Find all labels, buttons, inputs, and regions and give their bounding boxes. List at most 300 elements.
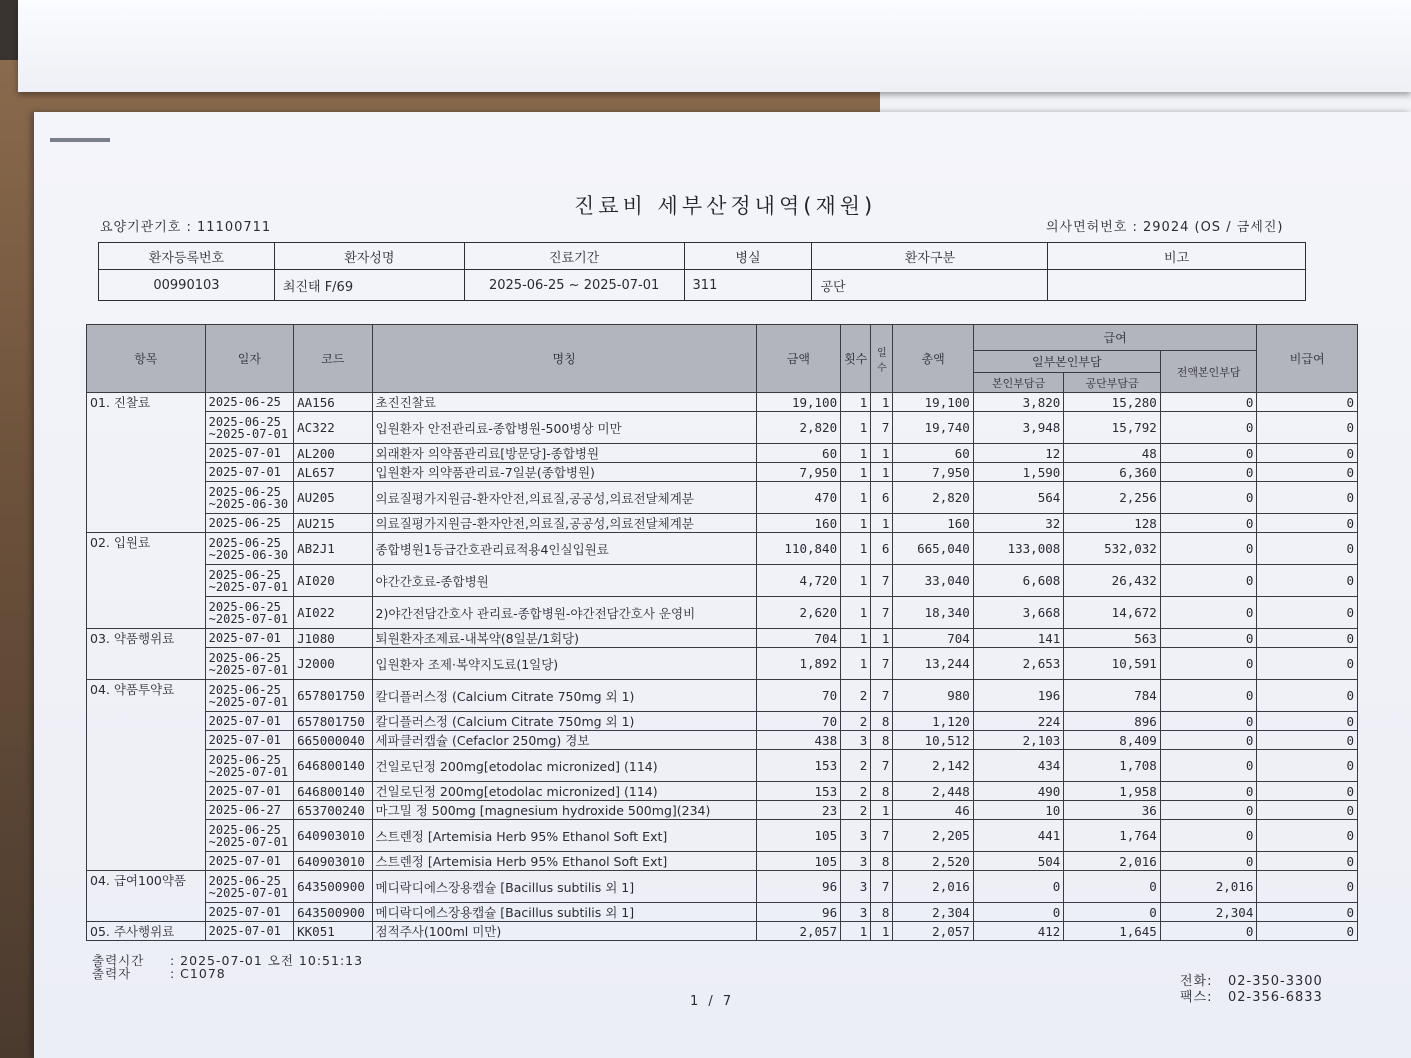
days-cell: 1	[871, 801, 893, 820]
corp-cell: 0	[1064, 871, 1161, 903]
amount-cell: 2,620	[756, 597, 840, 629]
code-cell: 643500900	[294, 871, 372, 903]
print-time-label: 출력시간	[92, 953, 145, 968]
date-cell: 2025-06-25 ~2025-07-01	[205, 597, 293, 629]
amount-cell: 19,100	[756, 393, 840, 412]
table-row	[87, 820, 1358, 852]
corp-cell: 6,360	[1064, 463, 1161, 482]
amount-cell: 96	[756, 871, 840, 903]
non-cell: 0	[1257, 444, 1358, 463]
name-cell: 건일로딘정 200mg[etodolac micronized] (114)	[372, 750, 756, 782]
self-cell: 504	[973, 852, 1063, 871]
date-cell: 2025-06-25 ~2025-07-01	[205, 680, 293, 712]
doctor-info: 의사면허번호 : 29024 (OS / 금세진)	[1046, 220, 1284, 235]
count-cell: 2	[841, 782, 871, 801]
total-cell: 46	[893, 801, 973, 820]
count-cell: 1	[841, 463, 871, 482]
non-cell: 0	[1257, 782, 1358, 801]
amount-cell: 153	[756, 782, 840, 801]
table-row	[87, 514, 1358, 533]
self-cell: 441	[973, 820, 1063, 852]
non-cell: 0	[1257, 463, 1358, 482]
category-cell: 02. 입원료	[87, 533, 206, 629]
code-cell: AU205	[294, 482, 372, 514]
full-cell: 0	[1160, 680, 1257, 712]
name-cell: 2)야간전담간호사 관리료-종합병원-야간전담간호사 운영비	[372, 597, 756, 629]
table-row	[87, 871, 1358, 903]
doctor-label: 의사면허번호	[1046, 220, 1128, 235]
non-cell: 0	[1257, 482, 1358, 514]
table-row	[87, 903, 1358, 922]
full-cell: 0	[1160, 750, 1257, 782]
days-cell: 1	[871, 393, 893, 412]
corp-cell: 1,958	[1064, 782, 1161, 801]
staple-mark	[50, 138, 110, 142]
header-cell: 비고	[1048, 243, 1306, 270]
fee-detail-table	[86, 324, 1358, 941]
name-cell: 세파클러캡슐 (Cefaclor 250mg) 경보	[372, 731, 756, 750]
days-cell: 1	[871, 629, 893, 648]
total-cell: 2,205	[893, 820, 973, 852]
date-cell: 2025-07-01	[205, 852, 293, 871]
count-cell: 1	[841, 565, 871, 597]
code-cell: AA156	[294, 393, 372, 412]
total-cell: 665,040	[893, 533, 973, 565]
table-row	[87, 565, 1358, 597]
name-cell: 외래환자 의약품관리료[방문당]-종합병원	[372, 444, 756, 463]
amount-cell: 96	[756, 903, 840, 922]
days-cell: 8	[871, 731, 893, 750]
days-cell: 1	[871, 922, 893, 941]
patient-info-values	[99, 270, 1306, 301]
code-cell: J2000	[294, 648, 372, 680]
category-cell: 03. 약품행위료	[87, 629, 206, 680]
full-cell: 0	[1160, 648, 1257, 680]
remarks	[1048, 270, 1306, 301]
category-cell: 04. 급여100약품	[87, 871, 206, 922]
total-cell: 7,950	[893, 463, 973, 482]
total-cell: 1,120	[893, 712, 973, 731]
header-cell: 병실	[684, 243, 812, 270]
code-cell: AU215	[294, 514, 372, 533]
count-cell: 2	[841, 680, 871, 712]
name-cell: 종합병원1등급간호관리료적용4인실입원료	[372, 533, 756, 565]
non-cell: 0	[1257, 565, 1358, 597]
amount-cell: 110,840	[756, 533, 840, 565]
full-cell: 0	[1160, 533, 1257, 565]
non-cell: 0	[1257, 852, 1358, 871]
code-cell: 643500900	[294, 903, 372, 922]
code-cell: AB2J1	[294, 533, 372, 565]
name-cell: 의료질평가지원금-환자안전,의료질,공공성,의료전달체계분	[372, 514, 756, 533]
name-cell: 마그밀 정 500mg [magnesium hydroxide 500mg](234)	[372, 801, 756, 820]
name-cell: 야간간호료-종합병원	[372, 565, 756, 597]
count-cell: 3	[841, 820, 871, 852]
fax-label: 팩스:	[1180, 990, 1213, 1005]
days-cell: 8	[871, 712, 893, 731]
total-cell: 19,100	[893, 393, 973, 412]
code-cell: 646800140	[294, 782, 372, 801]
corp-cell: 0	[1064, 903, 1161, 922]
self-cell: 12	[973, 444, 1063, 463]
days-cell: 7	[871, 871, 893, 903]
corp-cell: 48	[1064, 444, 1161, 463]
table-row	[87, 393, 1358, 412]
self-cell: 141	[973, 629, 1063, 648]
count-cell: 3	[841, 871, 871, 903]
self-cell: 196	[973, 680, 1063, 712]
name-cell: 메디락디에스장용캡슐 [Bacillus subtilis 외 1]	[372, 871, 756, 903]
total-cell: 980	[893, 680, 973, 712]
code-cell: 657801750	[294, 680, 372, 712]
date-cell: 2025-06-25 ~2025-06-30	[205, 482, 293, 514]
count-cell: 1	[841, 444, 871, 463]
table-row	[87, 782, 1358, 801]
count-cell: 1	[841, 412, 871, 444]
count-cell: 3	[841, 903, 871, 922]
total-cell: 2,448	[893, 782, 973, 801]
name-cell: 칼디플러스정 (Calcium Citrate 750mg 외 1)	[372, 712, 756, 731]
date-cell: 2025-07-01	[205, 731, 293, 750]
days-cell: 7	[871, 597, 893, 629]
full-cell: 0	[1160, 412, 1257, 444]
corp-cell: 563	[1064, 629, 1161, 648]
code-cell: 657801750	[294, 712, 372, 731]
name-cell: 스트렌정 [Artemisia Herb 95% Ethanol Soft Ext]	[372, 820, 756, 852]
corp-cell: 14,672	[1064, 597, 1161, 629]
date-cell: 2025-07-01	[205, 629, 293, 648]
self-cell: 412	[973, 922, 1063, 941]
amount-cell: 438	[756, 731, 840, 750]
full-cell: 0	[1160, 629, 1257, 648]
count-cell: 1	[841, 393, 871, 412]
table-row	[87, 482, 1358, 514]
non-cell: 0	[1257, 597, 1358, 629]
document-title: 진료비 세부산정내역(재원)	[574, 194, 877, 218]
full-cell: 0	[1160, 482, 1257, 514]
count-cell: 2	[841, 750, 871, 782]
non-cell: 0	[1257, 533, 1358, 565]
total-cell: 18,340	[893, 597, 973, 629]
name-cell: 입원환자 조제·복약지도료(1일당)	[372, 648, 756, 680]
amount-cell: 60	[756, 444, 840, 463]
code-cell: AI022	[294, 597, 372, 629]
full-cell: 0	[1160, 712, 1257, 731]
corp-cell: 128	[1064, 514, 1161, 533]
corp-cell: 2,256	[1064, 482, 1161, 514]
non-cell: 0	[1257, 712, 1358, 731]
institution-info: 요양기관기호 : 11100711	[100, 220, 272, 235]
full-cell: 0	[1160, 514, 1257, 533]
corp-cell: 15,792	[1064, 412, 1161, 444]
patient-id: 00990103	[99, 270, 275, 301]
count-cell: 1	[841, 533, 871, 565]
phone-number: 02-350-3300	[1228, 974, 1323, 989]
patient-info-table	[98, 242, 1306, 301]
full-cell: 0	[1160, 393, 1257, 412]
category-cell: 05. 주사행위료	[87, 922, 206, 941]
amount-cell: 105	[756, 852, 840, 871]
self-cell: 434	[973, 750, 1063, 782]
amount-cell: 4,720	[756, 565, 840, 597]
full-cell: 0	[1160, 597, 1257, 629]
table-row	[87, 680, 1358, 712]
table-row	[87, 852, 1358, 871]
code-cell: KK051	[294, 922, 372, 941]
total-cell: 2,057	[893, 922, 973, 941]
patient-info-header	[99, 243, 1306, 270]
corp-cell: 784	[1064, 680, 1161, 712]
days-cell: 6	[871, 482, 893, 514]
non-cell: 0	[1257, 922, 1358, 941]
code-cell: 665000040	[294, 731, 372, 750]
days-cell: 1	[871, 444, 893, 463]
amount-cell: 105	[756, 820, 840, 852]
col-partial: 일부본인부담	[973, 351, 1160, 373]
self-cell: 3,668	[973, 597, 1063, 629]
name-cell: 칼디플러스정 (Calcium Citrate 750mg 외 1)	[372, 680, 756, 712]
contact-info	[1180, 974, 1323, 1006]
total-cell: 2,142	[893, 750, 973, 782]
date-cell: 2025-06-25 ~2025-07-01	[205, 565, 293, 597]
non-cell: 0	[1257, 412, 1358, 444]
total-cell: 2,304	[893, 903, 973, 922]
days-cell: 7	[871, 565, 893, 597]
table-row	[87, 922, 1358, 941]
self-cell: 0	[973, 871, 1063, 903]
name-cell: 의료질평가지원금-환자안전,의료질,공공성,의료전달체계분	[372, 482, 756, 514]
non-cell: 0	[1257, 903, 1358, 922]
total-cell: 60	[893, 444, 973, 463]
header-cell: 환자구분	[812, 243, 1048, 270]
self-cell: 0	[973, 903, 1063, 922]
printer-label: 출력자	[92, 966, 132, 981]
non-cell: 0	[1257, 731, 1358, 750]
full-cell: 0	[1160, 444, 1257, 463]
table-row	[87, 444, 1358, 463]
date-cell: 2025-06-25 ~2025-07-01	[205, 750, 293, 782]
amount-cell: 2,057	[756, 922, 840, 941]
self-cell: 10	[973, 801, 1063, 820]
name-cell: 초진진찰료	[372, 393, 756, 412]
count-cell: 3	[841, 731, 871, 750]
fax-number: 02-356-6833	[1228, 990, 1323, 1005]
amount-cell: 1,892	[756, 648, 840, 680]
col-days: 일수	[871, 325, 893, 393]
print-info	[92, 954, 363, 980]
amount-cell: 2,820	[756, 412, 840, 444]
table-row	[87, 712, 1358, 731]
date-cell: 2025-06-25 ~2025-07-01	[205, 820, 293, 852]
full-cell: 2,016	[1160, 871, 1257, 903]
date-cell: 2025-06-27	[205, 801, 293, 820]
total-cell: 2,520	[893, 852, 973, 871]
billing-document	[34, 112, 1411, 1058]
corp-cell: 10,591	[1064, 648, 1161, 680]
amount-cell: 70	[756, 680, 840, 712]
col-benefit: 급여	[973, 325, 1257, 351]
days-cell: 7	[871, 412, 893, 444]
code-cell: AI020	[294, 565, 372, 597]
corp-cell: 2,016	[1064, 852, 1161, 871]
table-row	[87, 463, 1358, 482]
count-cell: 1	[841, 648, 871, 680]
date-cell: 2025-07-01	[205, 903, 293, 922]
date-cell: 2025-06-25 ~2025-07-01	[205, 648, 293, 680]
total-cell: 704	[893, 629, 973, 648]
name-cell: 점적주사(100ml 미만)	[372, 922, 756, 941]
code-cell: AL200	[294, 444, 372, 463]
treatment-period: 2025-06-25 ~ 2025-07-01	[464, 270, 684, 301]
amount-cell: 70	[756, 712, 840, 731]
table-row	[87, 533, 1358, 565]
code-cell: 640903010	[294, 820, 372, 852]
total-cell: 2,820	[893, 482, 973, 514]
days-cell: 1	[871, 514, 893, 533]
corp-cell: 1,645	[1064, 922, 1161, 941]
full-cell: 0	[1160, 801, 1257, 820]
col-code: 코드	[294, 325, 372, 393]
self-cell: 3,820	[973, 393, 1063, 412]
table-row	[87, 750, 1358, 782]
total-cell: 2,016	[893, 871, 973, 903]
institution-number: 11100711	[197, 220, 272, 235]
code-cell: J1080	[294, 629, 372, 648]
table-row	[87, 648, 1358, 680]
col-self-pay: 본인부담금	[973, 373, 1063, 393]
phone-label: 전화:	[1180, 974, 1213, 989]
room-number: 311	[684, 270, 812, 301]
table-body	[87, 393, 1358, 941]
category-cell: 04. 약품투약료	[87, 680, 206, 871]
name-cell: 스트렌정 [Artemisia Herb 95% Ethanol Soft Ext]	[372, 852, 756, 871]
days-cell: 8	[871, 782, 893, 801]
patient-type: 공단	[812, 270, 1048, 301]
corp-cell: 896	[1064, 712, 1161, 731]
full-cell: 0	[1160, 852, 1257, 871]
non-cell: 0	[1257, 871, 1358, 903]
patient-name: 최진태 F/69	[274, 270, 464, 301]
date-cell: 2025-07-01	[205, 922, 293, 941]
col-total: 총액	[893, 325, 973, 393]
days-cell: 8	[871, 903, 893, 922]
days-cell: 1	[871, 463, 893, 482]
date-cell: 2025-06-25 ~2025-07-01	[205, 871, 293, 903]
full-cell: 0	[1160, 922, 1257, 941]
count-cell: 1	[841, 629, 871, 648]
name-cell: 입원환자 의약품관리료-7일분(종합병원)	[372, 463, 756, 482]
corp-cell: 8,409	[1064, 731, 1161, 750]
date-cell: 2025-06-25 ~2025-06-30	[205, 533, 293, 565]
printer-id: : C1078	[170, 966, 226, 981]
doctor-value: 29024 (OS / 금세진)	[1143, 220, 1284, 235]
date-cell: 2025-07-01	[205, 463, 293, 482]
days-cell: 7	[871, 820, 893, 852]
non-cell: 0	[1257, 680, 1358, 712]
code-cell: 646800140	[294, 750, 372, 782]
full-cell: 0	[1160, 820, 1257, 852]
days-cell: 8	[871, 852, 893, 871]
date-cell: 2025-06-25	[205, 514, 293, 533]
header-cell: 환자등록번호	[99, 243, 275, 270]
days-cell: 7	[871, 648, 893, 680]
table-row	[87, 801, 1358, 820]
non-cell: 0	[1257, 393, 1358, 412]
corp-cell: 36	[1064, 801, 1161, 820]
amount-cell: 153	[756, 750, 840, 782]
non-cell: 0	[1257, 820, 1358, 852]
code-cell: AC322	[294, 412, 372, 444]
self-cell: 224	[973, 712, 1063, 731]
count-cell: 1	[841, 482, 871, 514]
name-cell: 건일로딘정 200mg[etodolac micronized] (114)	[372, 782, 756, 801]
days-cell: 6	[871, 533, 893, 565]
table-row	[87, 629, 1358, 648]
col-date: 일자	[205, 325, 293, 393]
total-cell: 33,040	[893, 565, 973, 597]
date-cell: 2025-06-25	[205, 393, 293, 412]
self-cell: 6,608	[973, 565, 1063, 597]
date-cell: 2025-07-01	[205, 782, 293, 801]
count-cell: 1	[841, 597, 871, 629]
self-cell: 1,590	[973, 463, 1063, 482]
count-cell: 3	[841, 852, 871, 871]
table-row	[87, 597, 1358, 629]
days-cell: 7	[871, 680, 893, 712]
table-row	[87, 412, 1358, 444]
date-cell: 2025-06-25 ~2025-07-01	[205, 412, 293, 444]
self-cell: 133,008	[973, 533, 1063, 565]
col-name: 명칭	[372, 325, 756, 393]
count-cell: 1	[841, 922, 871, 941]
header-cell: 진료기간	[464, 243, 684, 270]
date-cell: 2025-07-01	[205, 712, 293, 731]
paper-stack-top	[18, 0, 1411, 92]
count-cell: 1	[841, 514, 871, 533]
amount-cell: 7,950	[756, 463, 840, 482]
self-cell: 564	[973, 482, 1063, 514]
code-cell: 640903010	[294, 852, 372, 871]
col-count: 횟수	[841, 325, 871, 393]
days-cell: 7	[871, 750, 893, 782]
corp-cell: 532,032	[1064, 533, 1161, 565]
self-cell: 2,103	[973, 731, 1063, 750]
amount-cell: 23	[756, 801, 840, 820]
full-cell: 0	[1160, 565, 1257, 597]
col-amount: 금액	[756, 325, 840, 393]
self-cell: 490	[973, 782, 1063, 801]
total-cell: 10,512	[893, 731, 973, 750]
count-cell: 2	[841, 712, 871, 731]
code-cell: 653700240	[294, 801, 372, 820]
non-cell: 0	[1257, 648, 1358, 680]
total-cell: 160	[893, 514, 973, 533]
corp-cell: 15,280	[1064, 393, 1161, 412]
total-cell: 13,244	[893, 648, 973, 680]
total-cell: 19,740	[893, 412, 973, 444]
self-cell: 2,653	[973, 648, 1063, 680]
corp-cell: 1,764	[1064, 820, 1161, 852]
col-corp-pay: 공단부담금	[1064, 373, 1161, 393]
header-cell: 환자성명	[274, 243, 464, 270]
corp-cell: 26,432	[1064, 565, 1161, 597]
non-cell: 0	[1257, 514, 1358, 533]
col-non-benefit: 비급여	[1257, 325, 1358, 393]
corp-cell: 1,708	[1064, 750, 1161, 782]
full-cell: 0	[1160, 463, 1257, 482]
self-cell: 3,948	[973, 412, 1063, 444]
non-cell: 0	[1257, 801, 1358, 820]
